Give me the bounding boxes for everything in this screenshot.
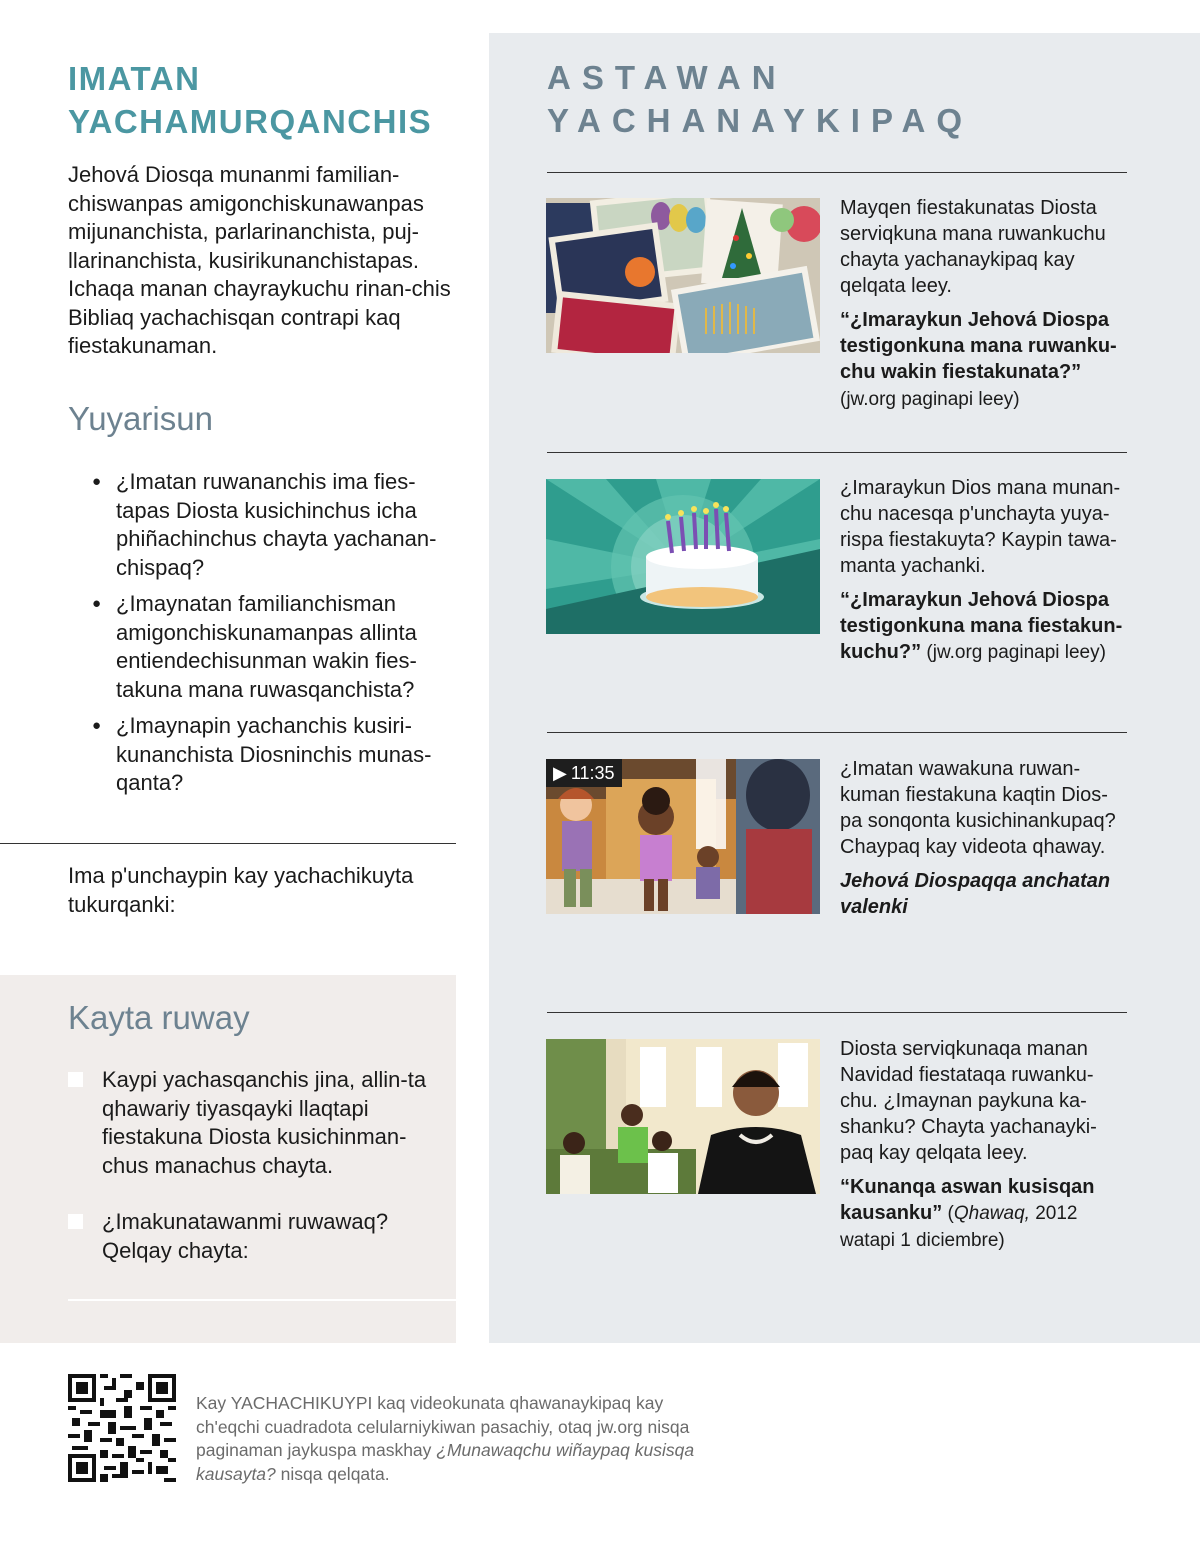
resource-reference-source: (jw.org paginapi leey) — [921, 642, 1106, 663]
todo-heading: Kayta ruway — [68, 999, 250, 1036]
resource-item — [840, 1036, 1130, 1254]
review-heading: Yuyarisun — [68, 400, 213, 437]
resource-item — [840, 195, 1130, 413]
todo-list — [68, 1066, 438, 1265]
resource-reference[interactable] — [840, 1174, 1130, 1254]
review-question: ● ¿Imaynapin yachanchis kusiri-kunanchista Diosninchis munas-qanta? — [92, 712, 462, 798]
further-reading-title-line2: YACHANAYKIPAQ — [547, 102, 974, 139]
resource-item — [840, 475, 1130, 666]
review-questions — [92, 468, 462, 806]
resource-description: Mayqen fiestakunatas Diosta serviqkuna mana ruwankuchu chayta yachanaykipaq kay qelqata leey. — [840, 197, 1106, 297]
resource-divider — [547, 172, 1127, 173]
resource-reference-source: (jw.org paginapi leey) — [840, 389, 1020, 410]
review-question: ● ¿Imaynatan familianchisman amigonchiskunamanpas allinta entiendechisunman wakin fies-takuna mana ruwasqanchista? — [92, 590, 462, 704]
todo-item-text: Kaypi yachasqanchis jina, allin-ta qhawariy tiyasqayki llaqtapi fiestakuna Diosta kusichinman-chus manachus chayta. — [102, 1067, 427, 1178]
intro-paragraph: Jehová Diosqa munanmi familian-chiswanpas amigonchiskunawanpas mijunanchista, parlarinanchista, puj-llarinanchista, kusirikunanchistapas. Ichaqa manan chayraykuchu rinan-chis Bibliaq yachachisqan contrapi kaq fiestakunaman. — [68, 162, 451, 358]
todo-item — [68, 1066, 438, 1180]
resource-divider — [547, 452, 1127, 453]
qr-code-icon[interactable] — [68, 1374, 176, 1482]
video-duration: 11:35 — [570, 763, 615, 783]
resource-description: ¿Imaraykun Dios mana munan-chu nacesqa p'unchayta yuya-rispa fiestakuyta? Kaypin tawa-manta yachanki. — [840, 477, 1121, 577]
resource-divider — [547, 732, 1127, 733]
todo-item — [68, 1208, 438, 1265]
resource-reference[interactable] — [840, 307, 1130, 413]
birthday-cake-image[interactable] — [546, 479, 820, 634]
page-title — [68, 57, 468, 143]
resource-reference-title[interactable]: “¿Imaraykun Jehová Diospa testigonkuna mana fiestakun-kuchu?” — [840, 589, 1123, 663]
todo-item-text: ¿Imakunatawanmi ruwawaq? Qelqay chayta: — [102, 1209, 389, 1263]
page-title-line1: IMATAN — [68, 60, 201, 97]
todo-checkbox[interactable] — [68, 1214, 83, 1229]
write-line[interactable] — [68, 1299, 456, 1301]
resource-reference[interactable] — [840, 587, 1130, 666]
holiday-cards-image[interactable] — [546, 198, 820, 353]
resource-reference-source: 2012 watapi 1 diciembre) — [840, 1203, 1078, 1251]
resource-reference-title[interactable]: Jehová Diospaqqa anchatan valenki — [840, 870, 1111, 918]
resource-reference-title[interactable]: “Kunanqa aswan kusisqan kausanku” — [840, 1176, 1095, 1224]
page-title-line2: YACHAMURQANCHIS — [68, 103, 433, 140]
resource-description: ¿Imatan wawakuna ruwan-kuman fiestakuna kaqtin Dios-pa sonqonta kusichinankupaq? Chaypaq kay videota qhaway. — [840, 758, 1116, 858]
footer-note — [196, 1392, 716, 1486]
further-reading-title-line1: ASTAWAN — [547, 59, 787, 96]
resource-reference-magazine: Qhawaq, — [953, 1203, 1030, 1224]
footer-text: Kay YACHACHIKUYPI kaq videokunata qhawanaykipaq kay ch'eqchi cuadradota celularniykiwan pasachiy, otaq jw.org nisqa paginaman jaykuspa maskhay — [196, 1393, 690, 1460]
family-photo-image[interactable] — [546, 1039, 820, 1194]
todo-checkbox[interactable] — [68, 1072, 83, 1087]
footer-text-end: nisqa qelqata. — [275, 1463, 390, 1484]
resource-item — [840, 756, 1130, 920]
review-question: ● ¿Imatan ruwananchis ima fies-tapas Diosta kusichinchus icha phiñachinchus chayta yachanan-chispaq? — [92, 468, 462, 582]
further-reading-title — [547, 56, 1147, 142]
lesson-date-prompt: Ima p'unchaypin kay yachachikuyta tukurqanki: — [68, 863, 414, 917]
resource-description: Diosta serviqkunaqa manan Navidad fiestataqa ruwanku-chu. ¿Imaynan paykuna ka-shanku? Chayta yachanayki-paq kay qelqata leey. — [840, 1038, 1097, 1164]
resource-reference[interactable] — [840, 868, 1130, 920]
play-icon: ▶ — [553, 763, 567, 783]
resource-reference-title[interactable]: “¿Imaraykun Jehová Diospa testigonkuna mana ruwanku-chu wakin fiestakunata?” — [840, 309, 1117, 383]
resource-divider — [547, 1012, 1127, 1013]
footer-publication-title[interactable]: ¿Munawaqchu wiñaypaq kusisqa kausayta? — [196, 1440, 695, 1484]
resource-reference-open: ( — [942, 1203, 954, 1224]
video-duration-badge[interactable] — [546, 759, 622, 787]
section-divider — [0, 843, 456, 844]
